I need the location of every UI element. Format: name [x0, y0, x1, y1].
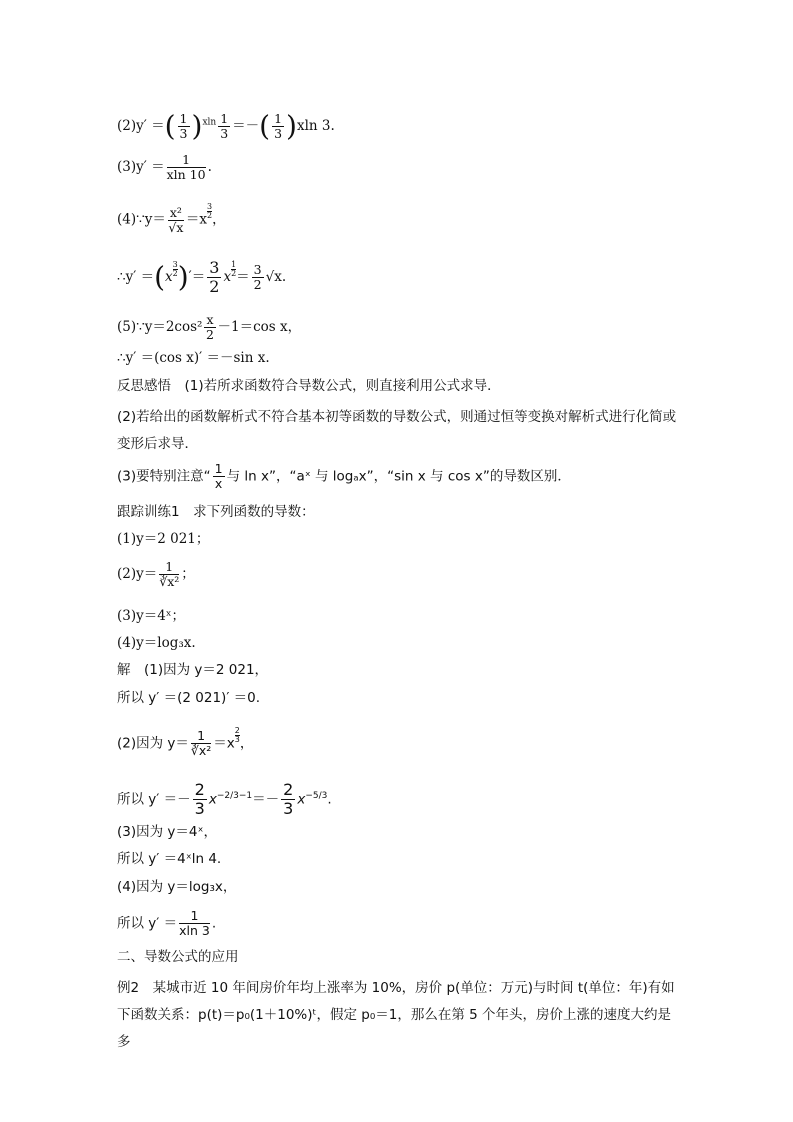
paren-right: ) [286, 109, 297, 143]
paren-right: ) [191, 109, 203, 143]
text: (2)因为 y＝ [117, 735, 189, 752]
numerator: 2 [283, 780, 294, 799]
solution-line-2 [117, 109, 335, 143]
exercise-3: (3)y＝4ˣ； [117, 608, 186, 624]
fraction [207, 259, 221, 296]
numerator: 3 [209, 258, 220, 277]
exp-den: 2 [172, 268, 178, 278]
paren-right: ) [177, 260, 189, 294]
text: ＝x [185, 211, 208, 228]
fraction [178, 112, 190, 141]
fraction [272, 112, 284, 141]
text: (2)y＝ [117, 566, 158, 582]
numerator: 1 [214, 461, 223, 476]
exercise-4: (4)y＝log₃x. [117, 635, 196, 651]
text: (3)要特别注意“ [117, 468, 211, 485]
denominator: 2 [206, 327, 214, 342]
numerator: 1 [179, 909, 210, 924]
answer-1b: 所以 y′ ＝(2 021)′ ＝0. [117, 690, 261, 706]
numerator: 3 [253, 262, 262, 277]
answer-3b: 所以 y′ ＝4ˣln 4. [117, 851, 222, 867]
text: 所以 y′ ＝ [117, 915, 178, 932]
answer-4: (4)因为 y＝log₃x， [117, 879, 237, 895]
fraction [168, 206, 184, 235]
reflection-3 [117, 462, 571, 491]
numerator: 1 [274, 111, 283, 126]
fraction [213, 462, 225, 491]
text: xln 3. [296, 118, 335, 134]
reflection-2: (2)若给出的函数解析式不符合基本初等函数的导数公式，则通过恒等变换对解析式进行化简或变形后求导． [117, 409, 677, 452]
fraction [191, 729, 211, 758]
denominator: 3 [194, 799, 205, 818]
exp-num: 3 [172, 259, 178, 269]
fraction [193, 781, 207, 818]
section-heading: 二、导数公式的应用 [117, 949, 239, 965]
fraction [281, 781, 295, 818]
numerator: 1 [159, 560, 179, 575]
denominator: xln 10 [166, 167, 206, 182]
solution-line-5 [117, 313, 301, 342]
fraction [167, 153, 206, 182]
numerator: 1 [167, 153, 206, 168]
paren-left: ( [154, 260, 166, 294]
text: √x. [265, 269, 287, 285]
answer-1: 解 (1)因为 y＝2 021， [117, 662, 269, 678]
denominator: x [214, 476, 223, 491]
denominator: 3 [283, 799, 294, 818]
text: ＝－ [232, 118, 260, 134]
exercise-title: 跟踪训练1 求下列函数的导数： [117, 504, 315, 520]
text: xln [202, 117, 217, 128]
fraction [159, 560, 179, 589]
exp-den: 2 [231, 268, 237, 278]
exp-den: 2 [207, 211, 213, 220]
exercise-2 [117, 560, 195, 589]
text: ＝ [236, 269, 250, 285]
exp-num: 2 [234, 726, 240, 735]
exercise-1: (1)y＝2 021； [117, 531, 210, 547]
denominator: 2 [253, 277, 262, 292]
denominator: √x [168, 219, 184, 235]
text: . [327, 791, 332, 808]
text: ， [239, 735, 254, 752]
answer-2 [117, 727, 253, 758]
fraction [218, 112, 230, 141]
text: . [211, 915, 217, 932]
numerator: x [206, 312, 214, 327]
answer-2b [117, 781, 332, 818]
text: x [165, 269, 173, 285]
fraction [204, 313, 215, 342]
text: (5)∵y＝2cos² [117, 319, 203, 335]
answer-4b [117, 909, 216, 938]
fraction [252, 263, 264, 292]
numerator: 1 [179, 111, 188, 126]
numerator: x² [169, 204, 182, 220]
numerator: 1 [191, 729, 211, 744]
exponent: −5/3 [305, 791, 328, 801]
exp-num: 1 [231, 259, 237, 269]
exponent: −2/3−1 [216, 791, 253, 801]
paren-left: ( [259, 109, 271, 143]
text: x [208, 791, 217, 808]
text: －1＝cos x， [217, 319, 302, 335]
solution-line-4b [117, 259, 286, 296]
text: (2)y′ ＝ [117, 118, 165, 134]
denominator: ∛x² [159, 574, 180, 589]
text: ＝x [213, 735, 235, 752]
text: ∴y′ ＝ [117, 269, 155, 285]
text: 所以 y′ ＝－ [117, 791, 191, 808]
text: x [297, 791, 306, 808]
exp-num: 3 [207, 202, 213, 211]
fraction [179, 909, 210, 938]
denominator: 3 [179, 126, 188, 141]
text: ； [181, 566, 195, 582]
text: (3)y′ ＝ [117, 159, 165, 175]
text: . [207, 159, 212, 175]
paren-left: ( [164, 109, 176, 143]
solution-line-5b: ∴y′ ＝(cos x)′ ＝－sin x. [117, 350, 270, 366]
text: 与 ln x”，“aˣ 与 logₐx”，“sin x 与 cos x”的导数区别． [226, 468, 571, 485]
solution-line-4 [117, 203, 226, 235]
denominator: 3 [220, 126, 229, 141]
text: ， [212, 211, 226, 228]
denominator: ∛x² [190, 743, 212, 758]
solution-line-3 [117, 153, 212, 182]
answer-3: (3)因为 y＝4ˣ， [117, 824, 217, 840]
denominator: 3 [274, 126, 283, 141]
text: (4)∵y＝ [117, 211, 166, 228]
text: ′＝ [188, 269, 206, 285]
text: x [223, 269, 232, 285]
denominator: 2 [209, 277, 220, 296]
text: ＝－ [252, 791, 280, 808]
example-2: 例2 某城市近 10 年间房价年均上涨率为 10%，房价 p(单位：万元)与时间 t(单位：年)有如下函数关系：p(t)＝p₀(1＋10%)ᵗ，假定 p₀＝1，那么在第 5 个年头，房价上涨的速度大约是多 [117, 980, 675, 1050]
reflection-1: 反思感悟 (1)若所求函数符合导数公式，则直接利用公式求导． [117, 378, 501, 394]
numerator: 1 [220, 111, 229, 126]
exp-den: 3 [234, 735, 240, 744]
numerator: 2 [194, 780, 205, 799]
denominator: xln 3 [179, 923, 210, 938]
